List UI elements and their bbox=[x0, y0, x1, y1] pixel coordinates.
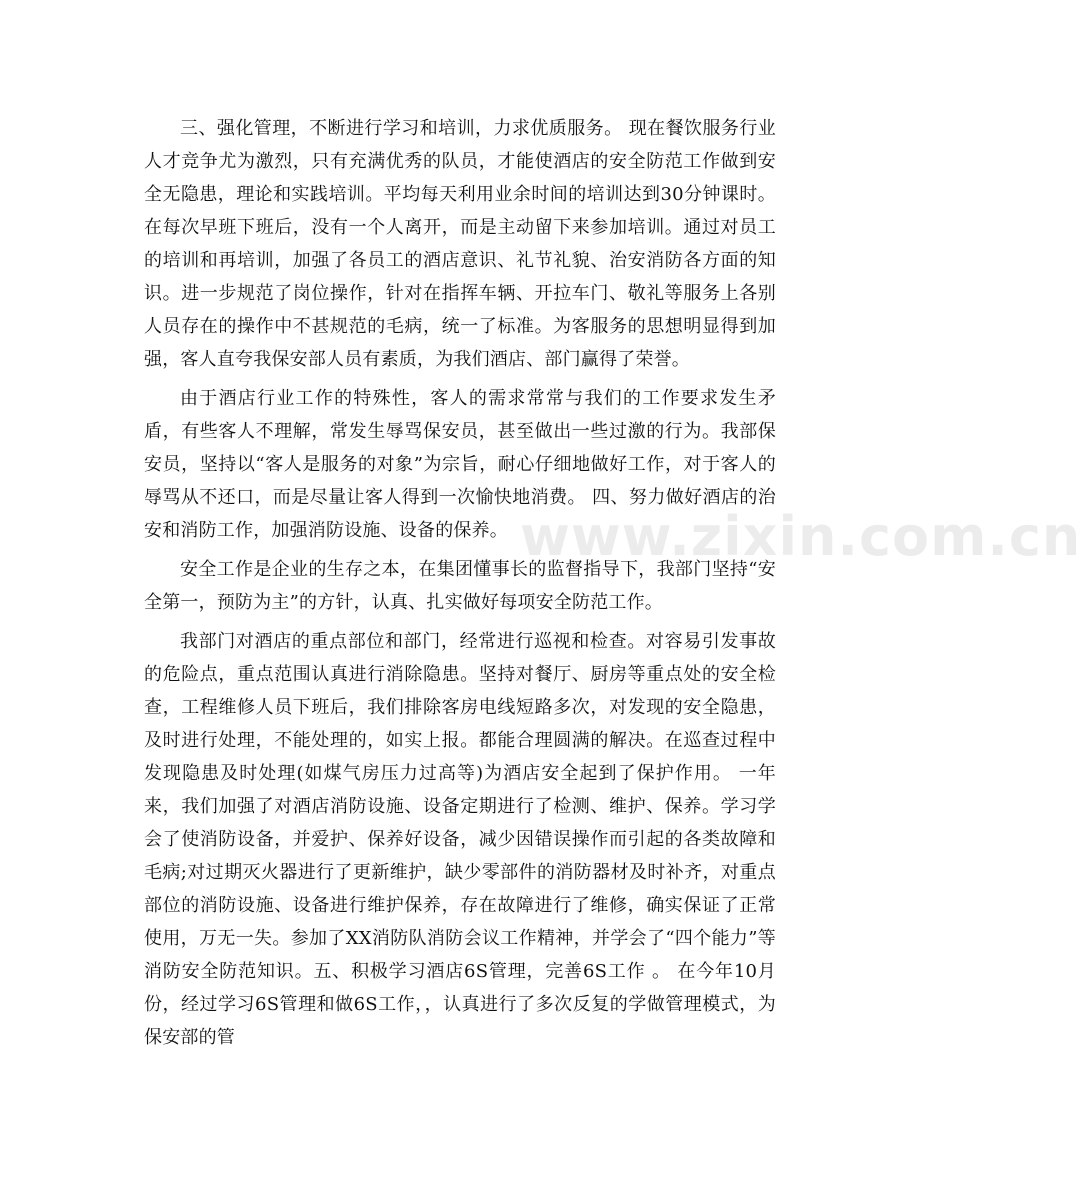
document-body bbox=[144, 112, 776, 1060]
paragraph-4: 我部门对酒店的重点部位和部门，经常进行巡视和检查。对容易引发事故的危险点，重点范围认真进行消除隐患。坚持对餐厅、厨房等重点处的安全检查，工程维修人员下班后，我们排除客房电线短路多次，对发现的安全隐患，及时进行处理，不能处理的，如实上报。都能合理圆满的解决。在巡查过程中发现隐患及时处理(如煤气房压力过高等)为酒店安全起到了保护作用。 一年来，我们加强了对酒店消防设施、设备定期进行了检测、维护、保养。学习学会了使消防设备，并爱护、保养好设备，减少因错误操作而引起的各类故障和毛病;对过期灭火器进行了更新维护，缺少零部件的消防器材及时补齐，对重点部位的消防设施、设备进行维护保养，存在故障进行了维修，确实保证了正常使用，万无一失。参加了XX消防队消防会议工作精神，并学会了“四个能力”等消防安全防范知识。五、积极学习酒店6S管理，完善6S工作 。 在今年10月份，经过学习6S管理和做6S工作，，认真进行了多次反复的学做管理模式，为保安部的管 bbox=[144, 631, 776, 1048]
paragraph-1: 三、强化管理，不断进行学习和培训，力求优质服务。 现在餐饮服务行业人才竞争尤为激烈，只有充满优秀的队员，才能使酒店的安全防范工作做到安全无隐患，理论和实践培训。平均每天利用业余时间的培训达到30分钟课时。在每次早班下班后，没有一个人离开，而是主动留下来参加培训。通过对员工的培训和再培训，加强了各员工的酒店意识、礼节礼貌、治安消防各方面的知识。进一步规范了岗位操作，针对在指挥车辆、开拉车门、敬礼等服务上各别人员存在的操作中不甚规范的毛病，统一了标准。为客服务的思想明显得到加强，客人直夸我保安部人员有素质，为我们酒店、部门赢得了荣誉。 bbox=[144, 118, 776, 370]
paragraph-3: 安全工作是企业的生存之本，在集团懂事长的监督指导下，我部门坚持“安全第一，预防为主”的方针，认真、扎实做好每项安全防范工作。 bbox=[144, 559, 776, 613]
watermark: www.zixin.com.cn bbox=[520, 505, 1081, 568]
paragraph-2: 由于酒店行业工作的特殊性，客人的需求常常与我们的工作要求发生矛盾，有些客人不理解，常发生辱骂保安员，甚至做出一些过激的行为。我部保安员，坚持以“客人是服务的对象”为宗旨，耐心仔细地做好工作，对于客人的辱骂从不还口，而是尽量让客人得到一次愉快地消费。 四、努力做好酒店的治安和消防工作，加强消防设施、设备的保养。 bbox=[144, 388, 776, 541]
